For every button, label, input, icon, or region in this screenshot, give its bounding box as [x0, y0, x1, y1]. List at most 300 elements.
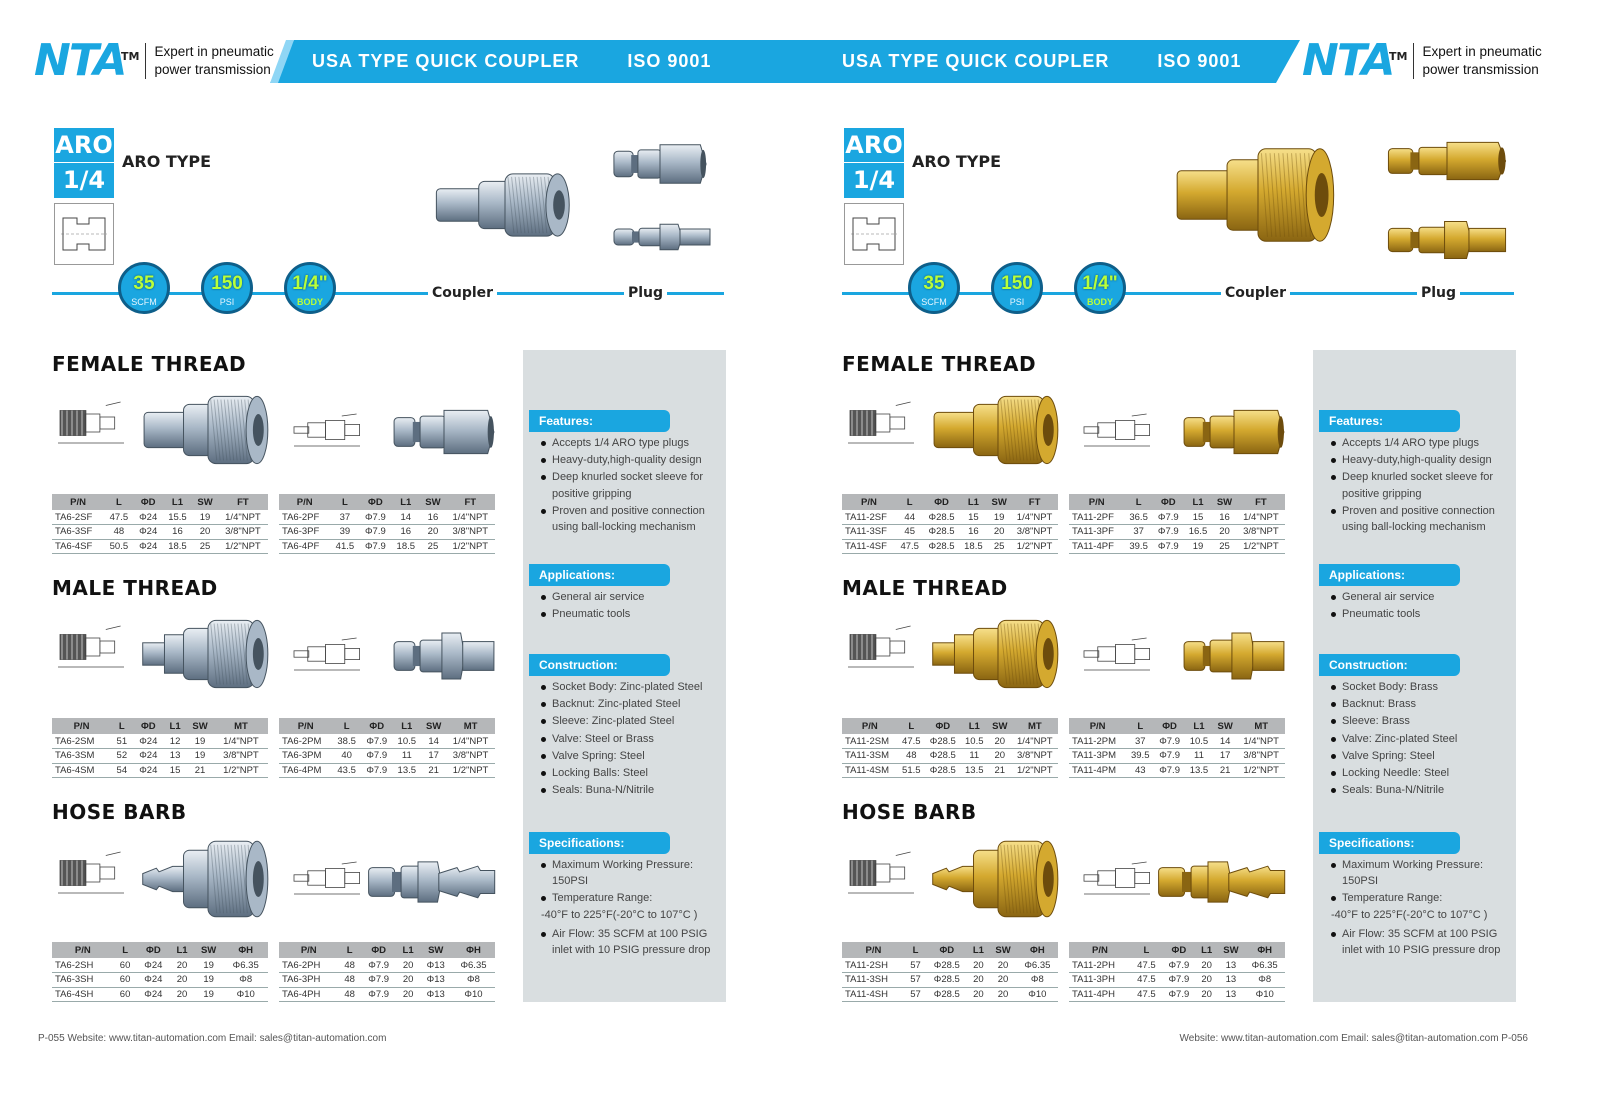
list-item: Accepts 1/4 ARO type plugs [1331, 436, 1511, 452]
table-row [842, 539, 1058, 554]
table-cell: 21 [988, 763, 1012, 778]
column-header: ΦH [452, 942, 495, 958]
table-row [1069, 987, 1285, 1002]
table-row [279, 510, 495, 525]
table-cell: 14 [421, 734, 446, 749]
table-row [52, 525, 268, 540]
table-cell: 3/8"NPT [446, 525, 495, 540]
list-item: Maximum Working Pressure: 150PSI [541, 858, 721, 889]
plug-label: Plug [1417, 285, 1460, 301]
table-cell: Φ7.9 [361, 763, 392, 778]
table-header-row [842, 494, 1058, 510]
logo-tagline: Expert in pneumatic power transmission [145, 43, 273, 79]
table-cell: Φ7.9 [1162, 973, 1196, 988]
banner-iso: ISO 9001 [627, 51, 712, 71]
table-cell: 16 [391, 525, 420, 540]
aro-size-box: ARO 1/4 [54, 128, 114, 198]
table-cell: 18.5 [163, 539, 193, 554]
column-header: L1 [392, 718, 421, 734]
table-cell: Φ6.35 [1017, 958, 1058, 973]
table-cell: Φ7.9 [1153, 510, 1184, 525]
male-coupler-table [842, 718, 1058, 778]
list-item: Temperature Range: [541, 891, 721, 907]
table-cell: 37 [330, 510, 359, 525]
column-header: ΦD [925, 718, 961, 734]
column-header: L [111, 718, 133, 734]
table-cell: 20 [967, 973, 989, 988]
table-cell: Φ28.5 [923, 510, 959, 525]
table-cell: TA11-2SM [842, 734, 898, 749]
table-cell: 1/2"NPT [446, 763, 495, 778]
table-cell: 3/8"NPT [446, 749, 495, 764]
male-coupler-table [52, 718, 268, 778]
list-item: using ball-locking mechanism [552, 520, 696, 533]
column-header: L [339, 942, 361, 958]
scfm-badge: 35 SCFM [118, 262, 170, 314]
table-cell: 19 [1184, 539, 1212, 554]
column-header: ΦH [1244, 942, 1285, 958]
table-cell: 1/4"NPT [1237, 734, 1285, 749]
coupler-label: Coupler [1221, 285, 1290, 301]
table-cell: 15 [164, 763, 186, 778]
table-row [52, 958, 268, 973]
table-cell: TA6-4SM [52, 763, 111, 778]
table-cell: 19 [186, 749, 214, 764]
table-header-row [52, 942, 268, 958]
column-header: SW [1217, 942, 1244, 958]
table-row [842, 958, 1058, 973]
table-cell: Φ28.5 [925, 749, 961, 764]
column-header: SW [420, 494, 445, 510]
column-header: L1 [961, 718, 988, 734]
female-coupler-table [842, 494, 1058, 554]
column-header: ΦD [134, 494, 163, 510]
table-cell: TA6-2PH [279, 958, 339, 973]
column-header: SW [192, 494, 218, 510]
table-cell: 19 [194, 958, 224, 973]
list-item: Backnut: Brass [1331, 697, 1511, 713]
table-cell: 47.5 [1131, 958, 1162, 973]
table-row [52, 734, 268, 749]
table-cell: 48 [339, 958, 361, 973]
table-cell: 20 [1212, 525, 1237, 540]
table-row [52, 987, 268, 1002]
table-cell: 45 [896, 525, 924, 540]
table-cell: 17 [1213, 749, 1237, 764]
table-cell: 20 [989, 973, 1016, 988]
table-cell: 1/4"NPT [446, 734, 495, 749]
logo-mark: NTA TM [1302, 35, 1408, 86]
column-header: L1 [170, 942, 194, 958]
list-item: Heavy-duty,high-quality design [1331, 453, 1511, 469]
female-plug-table [1069, 494, 1285, 554]
table-cell: 21 [421, 763, 446, 778]
list-item: Air Flow: 35 SCFM at 100 PSIG [541, 927, 721, 943]
female-coupler-drawing [844, 398, 918, 453]
banner-title: USA TYPE QUICK COUPLER [842, 51, 1110, 71]
list-item: Sleeve: Zinc-plated Steel [541, 714, 721, 730]
specifications-list [1331, 858, 1511, 960]
list-item: inlet with 10 PSIG pressure drop [552, 943, 711, 956]
table-cell: TA11-2SH [842, 958, 905, 973]
table-cell: Φ7.9 [1154, 763, 1185, 778]
plug-label: Plug [624, 285, 667, 301]
column-header: L1 [960, 494, 988, 510]
table-row [842, 973, 1058, 988]
table-header-row [1069, 494, 1285, 510]
table-cell: Φ28.5 [925, 734, 961, 749]
table-cell: 20 [397, 958, 420, 973]
table-row [1069, 734, 1285, 749]
page-footer: Website: www.titan-automation.com Email: sales@titan-automation.com P-056 [1179, 1033, 1528, 1044]
table-cell: 48 [898, 749, 925, 764]
male-plug-image [1182, 620, 1286, 697]
table-cell: TA6-3PM [279, 749, 332, 764]
table-cell: TA11-4PF [1069, 539, 1124, 554]
table-cell: TA11-4SF [842, 539, 896, 554]
list-item: positive gripping [552, 487, 632, 500]
table-cell: 51.5 [898, 763, 925, 778]
barb-plug-image [366, 846, 496, 923]
female-coupler-drawing [54, 398, 128, 453]
female-plug-drawing [290, 410, 364, 455]
table-cell: Φ28.5 [926, 987, 967, 1002]
list-item: Deep knurled socket sleeve for [1331, 470, 1511, 486]
hero-plug-image [612, 132, 712, 262]
table-cell: 16 [420, 510, 445, 525]
column-header: L [332, 718, 361, 734]
table-cell: 20 [988, 749, 1012, 764]
table-cell: TA6-3SM [52, 749, 111, 764]
hero-coupler-image [1172, 140, 1344, 255]
table-cell: Φ13 [420, 958, 452, 973]
table-row [1069, 763, 1285, 778]
barb-coupler-drawing [844, 848, 918, 903]
table-cell: 37 [1124, 525, 1152, 540]
column-header: SW [186, 718, 214, 734]
hose-barb-title: HOSE BARB [52, 800, 187, 824]
column-header: P/N [52, 718, 111, 734]
column-header: ΦD [361, 718, 392, 734]
table-cell: Φ7.9 [1154, 749, 1185, 764]
list-item: Locking Balls: Steel [541, 766, 721, 782]
list-item: Maximum Working Pressure: 150PSI [1331, 858, 1511, 889]
male-plug-table [279, 718, 495, 778]
table-cell: Φ6.35 [1244, 958, 1285, 973]
table-cell: 43.5 [332, 763, 361, 778]
column-header: FT [1237, 494, 1285, 510]
column-header: L1 [391, 494, 420, 510]
list-item: Socket Body: Brass [1331, 680, 1511, 696]
table-cell: Φ8 [1244, 973, 1285, 988]
table-cell: Φ24 [133, 749, 164, 764]
table-cell: 25 [420, 539, 445, 554]
hose-barb-title: HOSE BARB [842, 800, 977, 824]
column-header: ΦD [926, 942, 967, 958]
table-cell: 20 [989, 987, 1016, 1002]
aro-profile-sketch [844, 203, 904, 265]
column-header: P/N [52, 942, 114, 958]
table-row [1069, 958, 1285, 973]
table-cell: Φ7.9 [361, 749, 392, 764]
column-header: FT [218, 494, 268, 510]
aro-profile-sketch [54, 203, 114, 265]
logo-mark: NTA TM [34, 35, 140, 86]
table-cell: 15 [1184, 510, 1212, 525]
table-cell: 12 [164, 734, 186, 749]
column-header: ΦD [359, 494, 391, 510]
table-cell: Φ28.5 [926, 973, 967, 988]
male-thread-title: MALE THREAD [842, 576, 1008, 600]
table-cell: TA6-3SF [52, 525, 104, 540]
table-cell: 1/4"NPT [214, 734, 268, 749]
barb-plug-drawing [1080, 858, 1154, 903]
male-thread-title: MALE THREAD [52, 576, 218, 600]
barb-coupler-image [140, 834, 276, 929]
column-header: SW [988, 718, 1012, 734]
table-cell: Φ13 [420, 973, 452, 988]
table-cell: 1/2"NPT [218, 539, 268, 554]
table-cell: TA6-2SH [52, 958, 114, 973]
female-coupler-image [930, 390, 1066, 475]
table-row [1069, 973, 1285, 988]
list-item: using ball-locking mechanism [1342, 520, 1486, 533]
column-header: SW [421, 718, 446, 734]
table-cell: Φ7.9 [1153, 539, 1184, 554]
table-row [1069, 539, 1285, 554]
table-cell: Φ8 [1017, 973, 1058, 988]
table-cell: 3/8"NPT [218, 525, 268, 540]
list-item: Backnut: Zinc-plated Steel [541, 697, 721, 713]
table-cell: 16 [163, 525, 193, 540]
column-header: SW [989, 942, 1016, 958]
scfm-badge: 35 SCFM [908, 262, 960, 314]
list-item: Valve: Zinc-plated Steel [1331, 732, 1511, 748]
column-header: L [898, 718, 925, 734]
table-cell: 1/2"NPT [446, 539, 495, 554]
list-item: Socket Body: Zinc-plated Steel [541, 680, 721, 696]
table-cell: 40 [332, 749, 361, 764]
product-info-sidebar [1313, 350, 1516, 1002]
female-coupler-image [140, 390, 276, 475]
aro-type-label: ARO TYPE [122, 152, 212, 171]
table-cell: 10.5 [961, 734, 988, 749]
table-cell: 41.5 [330, 539, 359, 554]
table-cell: 11 [1185, 749, 1213, 764]
column-header: ΦD [1162, 942, 1196, 958]
table-cell: Φ6.35 [452, 958, 495, 973]
table-cell: 11 [392, 749, 421, 764]
table-row [279, 539, 495, 554]
table-cell: TA11-2SF [842, 510, 896, 525]
table-cell: 1/4"NPT [446, 510, 495, 525]
table-cell: 19 [987, 510, 1011, 525]
construction-list [1331, 680, 1511, 800]
male-plug-drawing [290, 634, 364, 679]
table-row [842, 525, 1058, 540]
table-cell: TA11-3SH [842, 973, 905, 988]
table-cell: 47.5 [104, 510, 134, 525]
table-header-row [279, 718, 495, 734]
column-header: SW [987, 494, 1011, 510]
construction-list [541, 680, 721, 800]
table-row [52, 973, 268, 988]
table-cell: TA6-2SM [52, 734, 111, 749]
column-header: FT [1011, 494, 1058, 510]
list-item: Sleeve: Brass [1331, 714, 1511, 730]
psi-badge: 150 PSI [991, 262, 1043, 314]
table-cell: Φ24 [133, 734, 164, 749]
table-cell: Φ7.9 [1153, 525, 1184, 540]
table-cell: Φ10 [223, 987, 268, 1002]
column-header: P/N [1069, 494, 1124, 510]
table-row [279, 958, 495, 973]
banner-iso: ISO 9001 [1157, 51, 1242, 71]
table-cell: 10.5 [392, 734, 421, 749]
table-cell: 13 [1217, 987, 1244, 1002]
table-cell: 25 [987, 539, 1011, 554]
table-cell: 39.5 [1124, 539, 1152, 554]
female-plug-image [392, 396, 496, 473]
table-cell: 52 [111, 749, 133, 764]
list-item: inlet with 10 PSIG pressure drop [1342, 943, 1501, 956]
table-header-row [279, 494, 495, 510]
column-header: P/N [842, 494, 896, 510]
table-header-row [842, 718, 1058, 734]
list-item: Seals: Buna-N/Nitrile [1331, 783, 1511, 799]
table-cell: Φ24 [137, 958, 171, 973]
table-cell: 13.5 [392, 763, 421, 778]
table-cell: 18.5 [391, 539, 420, 554]
list-item: Air Flow: 35 SCFM at 100 PSIG [1331, 927, 1511, 943]
banner-title: USA TYPE QUICK COUPLER [312, 51, 580, 71]
barb-coupler-image [930, 834, 1066, 929]
table-row [279, 749, 495, 764]
table-cell: TA6-2SF [52, 510, 104, 525]
column-header: SW [194, 942, 224, 958]
table-cell: 20 [988, 734, 1012, 749]
table-cell: 25 [1212, 539, 1237, 554]
table-cell: 13.5 [961, 763, 988, 778]
male-coupler-image [140, 614, 276, 699]
list-item: Proven and positive connection [1331, 504, 1511, 520]
list-item: Accepts 1/4 ARO type plugs [541, 436, 721, 452]
applications-list [1331, 590, 1511, 624]
aro-size-box: ARO 1/4 [844, 128, 904, 198]
table-row [52, 763, 268, 778]
table-cell: 47.5 [896, 539, 924, 554]
column-header: P/N [842, 718, 898, 734]
table-cell: 20 [420, 525, 445, 540]
table-cell: 47.5 [1131, 973, 1162, 988]
table-cell: 36.5 [1124, 510, 1152, 525]
column-header: SW [1213, 718, 1237, 734]
table-cell: Φ28.5 [923, 539, 959, 554]
table-cell: 44 [896, 510, 924, 525]
column-header: L [896, 494, 924, 510]
female-thread-title: FEMALE THREAD [842, 352, 1037, 376]
table-cell: Φ7.9 [1154, 734, 1185, 749]
list-item: Valve: Steel or Brass [541, 732, 721, 748]
table-cell: TA11-4PH [1069, 987, 1131, 1002]
table-cell: 47.5 [898, 734, 925, 749]
column-header: MT [446, 718, 495, 734]
table-cell: TA11-4SM [842, 763, 898, 778]
table-cell: 21 [1213, 763, 1237, 778]
table-cell: TA6-4SH [52, 987, 114, 1002]
column-header: ΦD [1154, 718, 1185, 734]
table-cell: 19 [194, 973, 224, 988]
column-header: ΦD [137, 942, 171, 958]
list-item: positive gripping [1342, 487, 1422, 500]
table-cell: Φ24 [137, 973, 171, 988]
table-cell: 20 [987, 525, 1011, 540]
table-header-row [52, 718, 268, 734]
list-item: Pneumatic tools [541, 607, 721, 623]
features-heading: Features: [529, 410, 670, 432]
table-cell: TA11-2PF [1069, 510, 1124, 525]
table-cell: 20 [397, 973, 420, 988]
column-header: ΦH [1017, 942, 1058, 958]
column-header: L1 [1184, 494, 1212, 510]
table-cell: 3/8"NPT [214, 749, 268, 764]
table-cell: 3/8"NPT [1011, 525, 1058, 540]
table-cell: 1/4"NPT [1012, 734, 1058, 749]
aro-type-label: ARO TYPE [912, 152, 1002, 171]
list-item: Heavy-duty,high-quality design [541, 453, 721, 469]
table-cell: 3/8"NPT [1237, 525, 1285, 540]
table-cell: TA11-2PH [1069, 958, 1131, 973]
table-cell: 1/2"NPT [1237, 539, 1285, 554]
column-header: ΦH [223, 942, 268, 958]
table-row [842, 749, 1058, 764]
table-cell: 1/2"NPT [1237, 763, 1285, 778]
table-header-row [52, 494, 268, 510]
female-plug-table [279, 494, 495, 554]
table-cell: Φ7.9 [1162, 958, 1196, 973]
list-item: Temperature Range: [1331, 891, 1511, 907]
list-item: -40°F to 225°F(-20°C to 107°C ) [541, 909, 698, 922]
table-cell: TA6-2PM [279, 734, 332, 749]
table-cell: TA11-3PF [1069, 525, 1124, 540]
table-cell: TA6-3PH [279, 973, 339, 988]
column-header: L1 [1185, 718, 1213, 734]
table-row [52, 749, 268, 764]
logo-tagline: Expert in pneumatic power transmission [1413, 43, 1541, 79]
table-cell: Φ6.35 [223, 958, 268, 973]
specifications-heading: Specifications: [529, 832, 670, 854]
table-cell: 11 [961, 749, 988, 764]
features-list [1331, 436, 1511, 537]
table-cell: Φ28.5 [923, 525, 959, 540]
table-row [842, 734, 1058, 749]
table-cell: 37 [1126, 734, 1154, 749]
table-row [842, 987, 1058, 1002]
female-coupler-table [52, 494, 268, 554]
table-cell: 13 [1217, 973, 1244, 988]
table-cell: TA11-3SM [842, 749, 898, 764]
list-item: General air service [1331, 590, 1511, 606]
table-cell: TA11-3PM [1069, 749, 1126, 764]
table-cell: Φ24 [134, 539, 163, 554]
table-cell: Φ7.9 [359, 510, 391, 525]
column-header: L [905, 942, 926, 958]
table-row [279, 763, 495, 778]
female-plug-drawing [1080, 410, 1154, 455]
column-header: L [104, 494, 134, 510]
table-cell: TA11-3PH [1069, 973, 1131, 988]
table-cell: 19 [186, 734, 214, 749]
